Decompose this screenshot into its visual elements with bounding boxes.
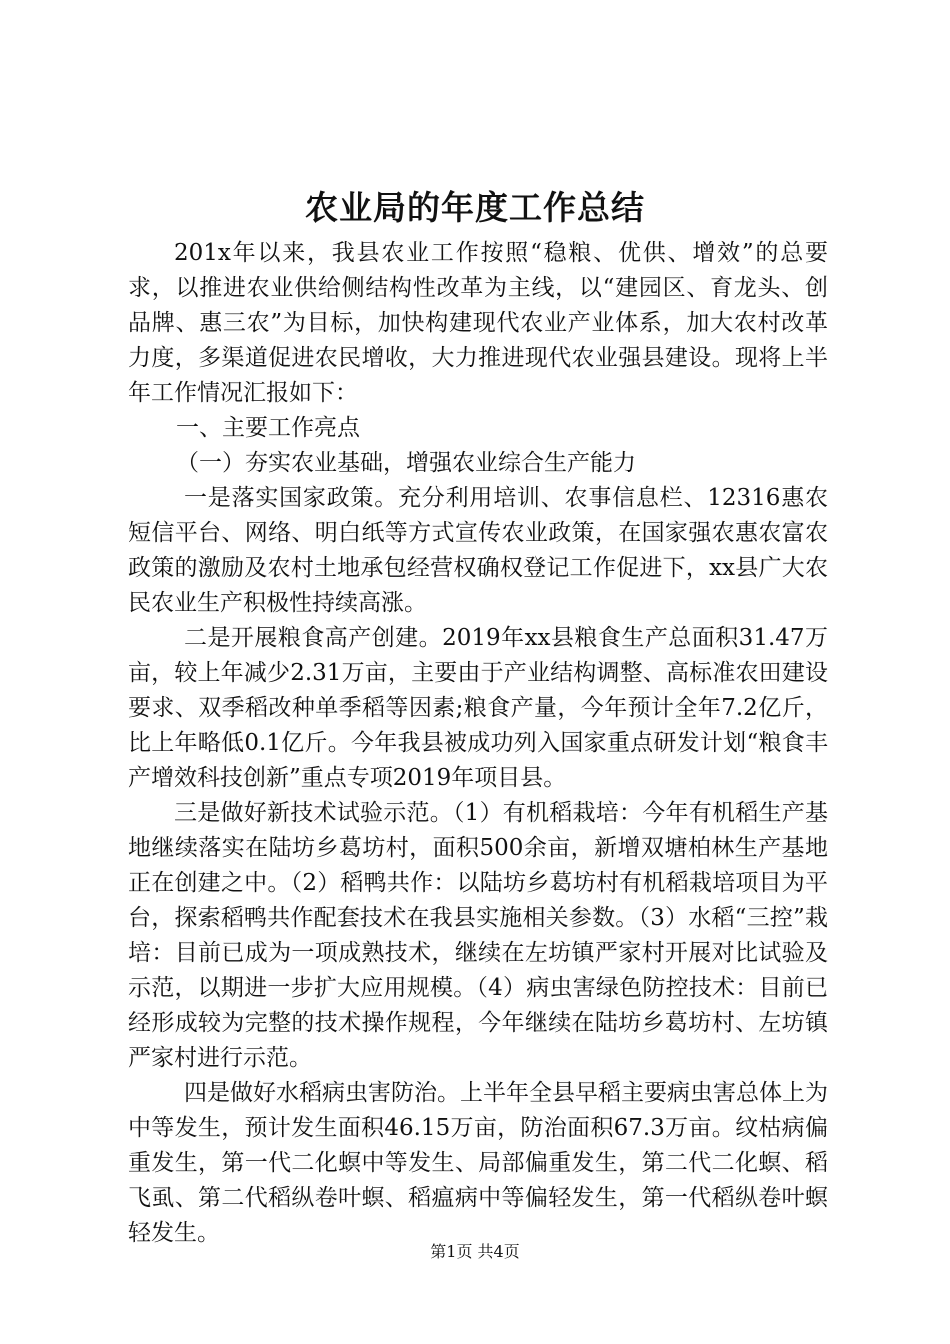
subsection-heading: （一）夯实农业基础，增强农业综合生产能力 <box>176 450 636 476</box>
page-number-footer: 第1页 共4页 <box>430 1242 520 1261</box>
body-paragraph: 一是落实国家政策。充分利用培训、农事信息栏、12316惠农短信平台、网络、明白纸等方式宣传农业政策，在国家强农惠农富农政策的激励及农村土地承包经营权确权登记工作促进下，xx县广大农民农业生产积极性持续高涨。 <box>128 485 828 616</box>
document-title: 农业局的年度工作总结 <box>305 188 645 227</box>
intro-paragraph: 201x年以来，我县农业工作按照“稳粮、优供、增效”的总要求，以推进农业供给侧结构性改革为主线，以“建园区、育龙头、创品牌、惠三农”为目标，加快构建现代农业产业体系，加大农村改革力度，多渠道促进农民增收，大力推进现代农业强县建设。现将上半年工作情况汇报如下： <box>128 240 828 406</box>
body-paragraph: 三是做好新技术试验示范。（1）有机稻栽培：今年有机稻生产基地继续落实在陆坊乡葛坊村，面积500余亩，新增双塘柏林生产基地正在创建之中。（2）稻鸭共作：以陆坊乡葛坊村有机稻栽培项目为平台，探索稻鸭共作配套技术在我县实施相关参数。（3）水稻“三控”栽培：目前已成为一项成熟技术，继续在左坊镇严家村开展对比试验及示范，以期进一步扩大应用规模。（4）病虫害绿色防控技术：目前已经形成较为完整的技术操作规程，今年继续在陆坊乡葛坊村、左坊镇严家村进行示范。 <box>128 800 828 1071</box>
body-paragraph: 二是开展粮食高产创建。2019年xx县粮食生产总面积31.47万亩，较上年减少2.31万亩，主要由于产业结构调整、高标准农田建设要求、双季稻改种单季稻等因素;粮食产量，今年预计全年7.2亿斤，比上年略低0.1亿斤。今年我县被成功列入国家重点研发计划“粮食丰产增效科技创新”重点专项2019年项目县。 <box>128 625 828 791</box>
document-body <box>128 236 828 1251</box>
body-paragraph: 四是做好水稻病虫害防治。上半年全县早稻主要病虫害总体上为中等发生，预计发生面积46.15万亩，防治面积67.3万亩。纹枯病偏重发生，第一代二化螟中等发生、局部偏重发生，第二代二化螟、稻飞虱、第二代稻纵卷叶螟、稻瘟病中等偏轻发生，第一代稻纵卷叶螟轻发生。 <box>128 1080 828 1246</box>
section-heading: 一、主要工作亮点 <box>176 415 360 441</box>
